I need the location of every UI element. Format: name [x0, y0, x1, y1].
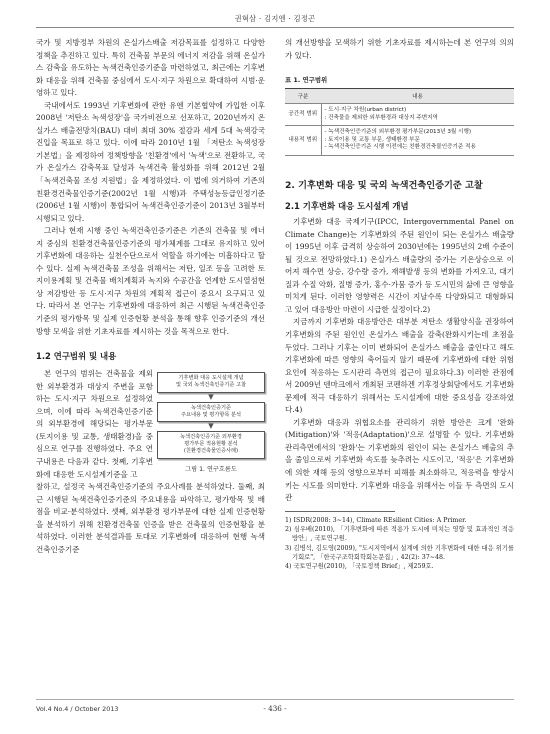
table-cell-category: 내용적 범위 — [285, 126, 321, 156]
table-header-content: 내용 — [321, 89, 514, 104]
table-caption: 표 1. 연구범위 — [285, 76, 328, 85]
footnotes — [285, 516, 514, 572]
scope-paragraph: 본 연구의 범위는 건축물을 제외한 외부환경과 대상지 주변을 포함하는 도시·지구 차원으로 설정하였으며, 이에 따라 녹색건축인증기준의 외부환경에 해당되는 평가부문(토지이용 및 교통, 생태환경)을 중심으로 연구를 진행하였다. 주요 연구내용은 다음과 같다. 첫째, 기후변화에 대응한 도시설계기준을 고 — [36, 369, 153, 479]
flow-box-3: 녹색건축인증기준 외부환경 평가부문 적용현황 분석 (친환경건축물인증사례) — [157, 431, 265, 459]
scope-with-figure — [36, 368, 265, 481]
flow-box-1: 기후변화 대응 도시설계 개념 및 국외 녹색건축인증기준 고찰 — [157, 372, 265, 392]
figure-caption: 그림 1. 연구흐름도 — [185, 465, 237, 473]
table-row — [285, 126, 514, 156]
flow-box-2: 녹색건축인증기준 주요내용 및 평가항목 분석 — [157, 402, 265, 422]
footnote-3: 3) 김병석, 김도영(2009), "도시지역에서 설계에 의한 기후변화에 대한 대응 위기를 기회로", 「한국구조학회학회논문집」, 42(2): 37~48. — [285, 544, 514, 561]
journal-volume: Vol.4 No.4 / October 2013 — [36, 705, 119, 713]
scope-continued-paragraph: 찰하고, 설정국 녹색건축인증기준의 주요사례를 분석하였다. 둘째, 최근 시행된 녹색건축인증기준의 주요내용을 파악하고, 평가항목 및 배점을 비교·분석하였다. 셋째, 외부환경 평가부문에 대한 실제 인증현황을 분석하기 위해 친환경건축물 인증을 받은 건축물의 인증현황을 분석하였다. 이러한 분석결과를 토대로 기후변화에 대응하여 현행 녹색건축인증기준 — [36, 482, 265, 554]
footnote-2: 2) 심우배(2010), 「기후변화에 따른 적용가 도시에 미치는 영향 및 효과적인 적응방안」, 국토연구원. — [285, 525, 514, 543]
research-scope-table — [285, 88, 514, 156]
section-title-2-1: 2.1 기후변화 대응 도시설계 개념 — [285, 201, 409, 212]
flow-arrow-2-icon: ▼ — [208, 421, 214, 430]
right-column — [285, 37, 514, 571]
body-paragraph-2: 지금까지 기후변화 대응방안은 대부분 저탄소 생활양식을 권장하여 기후변화의 주된 원인인 온실가스 배출을 감축(완화시키는데 초점을 두었다. 그러나 기후는 이미 변화되어 온실가스 배출을 줄인다고 해도 기후변화에 따른 영향의 축어들지 않기 때문에 기후변화에 대한 위험요인에 적응하는 도시관리 측면의 접근이 필요하다.3) 이러한 관점에서 2009년 덴마크에서 개최된 코펜하겐 기후정상회담에서도 기후변화문제에 적극 대응하기 위해서는 도시설계에 대한 중요성을 강조하였다.4) — [285, 317, 515, 415]
body-paragraph-3: 기후변화 대응과 위협요소를 관리하기 위한 방안은 크게 '완화(Mitigation)'와 '적응(Adaptation)'으로 설명할 수 있다. 기후변화 관리측면에서의 '완화'는 기후변화의 원인이 되는 온실가스 배출의 추을 줄임으로써 기후변화 속도를 늦추려는 시도이고, '적응'은 기후변화에 의한 재해 등의 영향으로부터 피해를 최소화하고, 적응력을 향상시키는 시도를 의미한다. 기후변화 대응을 위해서는 이들 두 측면의 도시 관 — [285, 417, 514, 503]
header-rule — [36, 27, 514, 28]
section-title-1-2: 1.2 연구범위 및 내용 — [36, 351, 117, 362]
footnote-rule — [285, 511, 395, 512]
body-paragraph-1: 기후변화 대응 국제기구(IPCC, Intergovernmental Panel on Climate Change)는 기후변화의 주된 원인이 되는 온실가스 배출량이 1995년 이후 급격히 상승하여 2030년에는 1995년의 2배 수준이 될 것으로 전망하였다.1) 온실가스 배출량의 증가는 기온상승으로 이어져 해수면 상승, 강수량 증가, 재해발생 등의 변화를 가져오고, 대기질과 수질 악화, 질병 증가, 홍수·가뭄 증가 등 도시민의 삶에 큰 영향을 미치게 된다. 이러한 영향력은 시간이 지날수록 다양화되고 대형화되고 있어 대응방안 마련이 시급한 실정이다.2) — [285, 217, 514, 314]
intro-paragraph-1: 국가 및 지방정부 차원의 온실가스배출 저감목표를 설정하고 다양한 정책을 추진하고 있다. 특히 건축물 부문의 에너지 저감을 위해 온실가스 감축을 유도하는 녹색건축인증기준을 마련하였고, 최근에는 기후변화 대응을 위해 건축물 중심에서 도시·지구 차원으로 확대하여 시범·운영하고 있다. — [36, 38, 265, 98]
section-title-2: 2. 기후변화 대응 및 국외 녹색건축인증기준 고찰 — [285, 180, 483, 192]
research-flow-figure — [157, 368, 265, 481]
intro-paragraph-2: 국내에서도 1993년 기후변화에 관한 유엔 기본협약에 가입한 이후 2008년 '저탄소 녹색성장'을 국가비전으로 선포하고, 2020년까지 온실가스 배출전망치(BAU) 대비 최대 30% 절감과 세계 5대 녹색강국 진입을 목표로 하고 있다. 이에 따라 2010년 1월 「저탄소 녹색성장 기본법」을 제정하여 정책방향을 '친환경'에서 '녹색'으로 전환하고, 국가 온실가스 감축목표 달성과 녹색건축 활성화를 위해 2012년 2월 「녹색건축물 조성 지원법」을 제정하였다. 이 법에 의거하여 기존의 친환경건축물인증기준(2002년 1월 시행)과 주택성능등급인정기준(2006년 1월 시행)이 통합되어 녹색건축인증기준이 2013년 3월부터 시행되고 있다. — [36, 100, 265, 223]
intro-paragraph-3: 그러나 현재 시행 중인 녹색건축인증기준은 기존의 건축물 및 에너지 중심의 친환경건축물인증기준의 평가체계를 그대로 유지하고 있어 기후변화에 대응하는 실천수단으로서 역할을 하기에는 미흡하다고 할 수 있다. 실제 녹색건축물 조성을 위해서는 저탄, 일조 등을 고려한 토지이용계획 및 건축물 배치계획과 녹지와 수공간을 연계한 도시열섬현상 저감방안 등 도시·지구 차원의 계획적 접근이 중요시 요구되고 있다. 따라서 본 연구는 기후변화에 대응하여 최근 시행된 녹색건축인증기준의 평가항목 및 실제 인증현황 분석을 통해 향후 인증기준의 개선방향 모색을 위한 기초자료를 제시하는 것을 목적으로 한다. — [36, 226, 265, 336]
footer-rule — [36, 699, 514, 700]
research-significance-text: 의 개선방향을 모색하기 위한 기초자료를 제시하는데 본 연구의 의의가 있다. — [285, 38, 514, 60]
footnote-1: 1) ISDR(2008: 3~14), Climate REsilient Cities: A Primer. — [285, 516, 467, 524]
flow-arrow-1-icon: ▼ — [208, 392, 214, 401]
table-header-row — [285, 89, 514, 104]
table-cell-content: - 도시·지구 차원(urban district) : 건축물을 제외한 외부환경과 대상지 주변지역 — [321, 104, 514, 126]
table-cell-category: 공간적 범위 — [285, 104, 321, 126]
left-column — [36, 37, 265, 556]
table-header-category: 구분 — [285, 89, 321, 104]
author-line: 권혁삼 · 김지엔 · 김정곤 — [234, 14, 316, 23]
table-row — [285, 104, 514, 126]
page-number: - 436 - — [263, 704, 287, 713]
table-cell-content: - 녹색건축인증기준의 외부환경 평가부문(2013년 3월 시행) : 토지이용 및 교통 부문, 생태환경 부문 - 녹색건축인증기준 시행 이전에는 친환경건축물인증기준 적용 — [321, 126, 514, 156]
scope-text-block — [36, 368, 153, 481]
footnote-4: 4) 국토연구원(2010), 「국토정책 Brief」, 제259호. — [285, 563, 434, 571]
